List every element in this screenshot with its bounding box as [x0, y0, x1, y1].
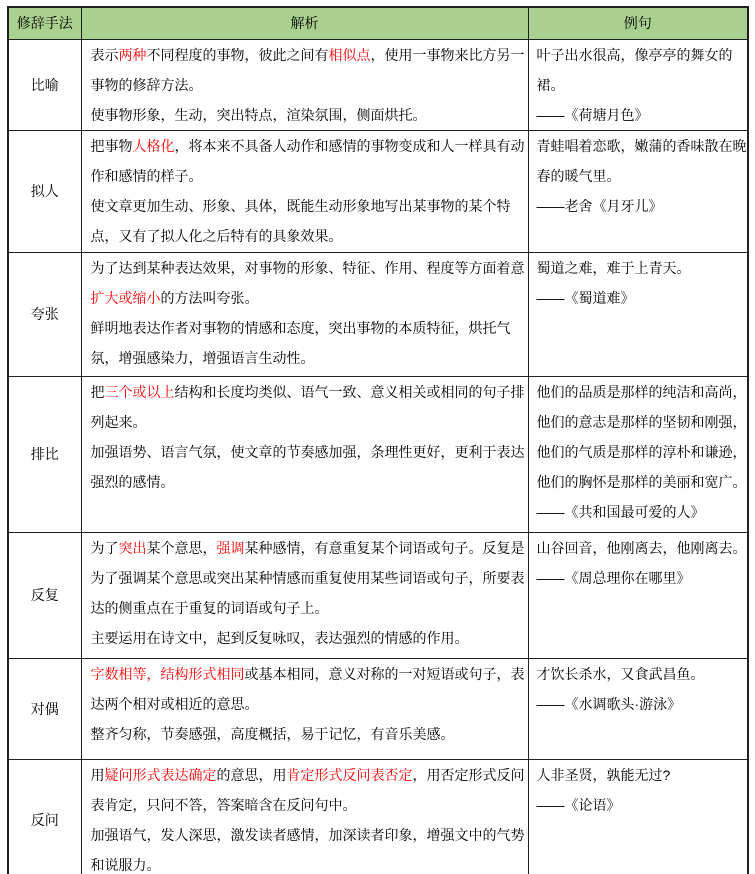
plain-text: 把事物 [90, 137, 133, 154]
analysis-cell [81, 376, 528, 532]
table-row [8, 759, 748, 874]
plain-text: 加强语气，发人深思，激发读者感情，加深读者印象，增强文中的气势和说服力。 [90, 826, 525, 873]
example-line: ——《论语》 [536, 796, 621, 813]
example-line: ——《蜀道难》 [536, 289, 635, 306]
plain-text: 某个意思， [146, 539, 217, 556]
analysis-cell [81, 39, 528, 130]
analysis-paragraph [91, 719, 526, 749]
highlight-text: 两种 [118, 46, 147, 63]
plain-text: 使事物形象，生动，突出特点，渲染氛围，侧面烘托。 [90, 106, 427, 123]
analysis-paragraph [91, 377, 526, 437]
example-line: 人非圣贤，孰能无过? [536, 766, 671, 783]
plain-text: 鲜明地表达作者对事物的情感和态度，突出事物的本质特征，烘托气氛，增强感染力，增强语言生动性。 [90, 319, 511, 366]
plain-text: 某种感情，有意重复某个词语或句子。反复是为了强调某个意思或突出某种情感而重复使用某些词语或句子，所要表达的侧重点在于重复的词语或句子上。 [90, 539, 525, 616]
header-cell-device: 修辞手法 [8, 7, 81, 39]
device-cell: 夸张 [8, 252, 81, 376]
example-cell [528, 39, 748, 130]
example-cell [528, 252, 748, 376]
device-cell: 对偶 [8, 658, 81, 759]
analysis-paragraph [91, 131, 526, 191]
highlight-text: 三个或以上 [104, 383, 175, 400]
table-row [8, 252, 748, 376]
table-body [8, 39, 748, 874]
table-row [8, 376, 748, 532]
header-row [8, 7, 748, 39]
analysis-paragraph [91, 437, 526, 497]
plain-text: 的意思，用 [216, 766, 287, 783]
analysis-paragraph [91, 100, 526, 130]
example-line: 他们的意志是那样的坚韧和刚强， [536, 413, 747, 430]
example-cell [528, 532, 748, 658]
example-line: 他们的品质是那样的纯洁和高尚， [536, 383, 747, 400]
highlight-text: 人格化 [132, 137, 175, 154]
example-line: ——《共和国最可爱的人》 [536, 503, 705, 520]
device-cell: 比喻 [8, 39, 81, 130]
plain-text: 整齐匀称，节奏感强，高度概括，易于记忆，有音乐美感。 [90, 725, 455, 742]
example-line: ——老舍《月牙儿》 [536, 197, 663, 214]
analysis-cell [81, 252, 528, 376]
example-line: 他们的气质是那样的淳朴和谦逊， [536, 443, 747, 460]
example-line: 山谷回音，他刚离去，他刚离去。 [536, 539, 747, 556]
device-cell: 排比 [8, 376, 81, 532]
plain-text: 用 [90, 766, 105, 783]
device-cell: 拟人 [8, 130, 81, 252]
analysis-cell [81, 532, 528, 658]
analysis-paragraph [91, 820, 526, 874]
plain-text: 主要运用在诗文中，起到反复咏叹，表达强烈的情感的作用。 [90, 629, 469, 646]
analysis-paragraph [91, 253, 526, 313]
plain-text: 为了达到某种表达效果，对事物的形象、特征、作用、程度等方面着意 [90, 259, 525, 276]
example-line: 他们的胸怀是那样的美丽和宽广。 [536, 473, 747, 490]
highlight-text: 肯定形式反问表否定 [286, 766, 413, 783]
analysis-paragraph [91, 191, 526, 251]
analysis-paragraph [91, 313, 526, 373]
plain-text: 不同程度的事物，彼此之间有 [146, 46, 329, 63]
plain-text: 结构和长度均类似、语气一致、意义相关或相同的句子排列起来。 [90, 383, 525, 430]
table-row [8, 532, 748, 658]
example-line: ——《荷塘月色》 [536, 106, 649, 123]
example-cell [528, 759, 748, 874]
plain-text: 的方法叫夸张。 [160, 289, 259, 306]
analysis-paragraph [91, 533, 526, 623]
plain-text: 为了 [90, 539, 119, 556]
plain-text: 表示 [90, 46, 119, 63]
example-line: ——《水调歌头·游泳》 [536, 695, 682, 712]
table-row [8, 658, 748, 759]
highlight-text: 字数相等，结构形式相同 [90, 665, 245, 682]
plain-text: 或基本相同，意义对称的一对短语或句子，表达两个相对或相近的意思。 [90, 665, 525, 712]
header-cell-example: 例句 [528, 7, 748, 39]
example-line: ——《周总理你在哪里》 [536, 569, 691, 586]
device-cell: 反复 [8, 532, 81, 658]
table-row [8, 39, 748, 130]
analysis-paragraph [91, 40, 526, 100]
example-line: 才饮长杀水，又食武昌鱼。 [536, 665, 705, 682]
analysis-cell [81, 130, 528, 252]
plain-text: ，将本来不具备人动作和感情的事物变成和人一样具有动作和感情的样子。 [90, 137, 525, 184]
example-cell [528, 658, 748, 759]
plain-text: 加强语势、语言气氛，使文章的节奏感加强，条理性更好，更利于表达强烈的感情。 [90, 443, 525, 490]
highlight-text: 突出 [118, 539, 147, 556]
analysis-paragraph [91, 659, 526, 719]
device-cell: 反问 [8, 759, 81, 874]
example-line: 叶子出水很高，像亭亭的舞女的裙。 [536, 46, 733, 93]
highlight-text: 强调 [216, 539, 245, 556]
highlight-text: 相似点 [328, 46, 371, 63]
analysis-paragraph [91, 623, 526, 653]
plain-text: 把 [90, 383, 105, 400]
plain-text: 使文章更加生动、形象、具体，既能生动形象地写出某事物的某个特点，又有了拟人化之后特有的具象效果。 [90, 197, 511, 244]
example-cell [528, 376, 748, 532]
plain-text: ，用否定形式反问表肯定，只问不答，答案暗含在反问句中。 [90, 766, 525, 813]
analysis-cell [81, 759, 528, 874]
highlight-text: 疑问形式表达确定 [104, 766, 217, 783]
table-row [8, 130, 748, 252]
example-line: 蜀道之难，难于上青天。 [536, 259, 691, 276]
header-cell-analysis: 解析 [81, 7, 528, 39]
example-line: 青蛙唱着恋歌，嫩蒲的香味散在晚春的暖气里。 [536, 137, 747, 184]
highlight-text: 扩大或缩小 [90, 289, 161, 306]
analysis-cell [81, 658, 528, 759]
example-cell [528, 130, 748, 252]
rhetoric-table [7, 6, 749, 874]
table-header [8, 7, 748, 39]
analysis-paragraph [91, 760, 526, 820]
plain-text: ，使用一事物来比方另一事物的修辞方法。 [90, 46, 525, 93]
